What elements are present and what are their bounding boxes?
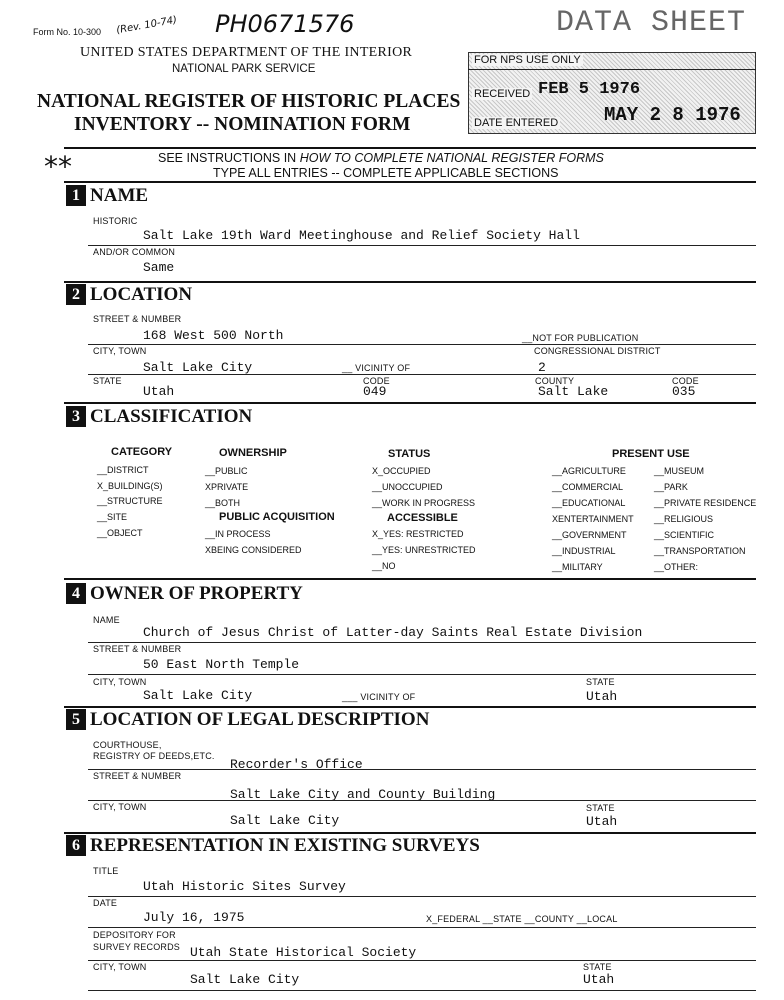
date-entered-stamp: MAY 2 8 1976 xyxy=(604,104,741,126)
owner-state-value: Utah xyxy=(586,689,618,704)
owner-street-value: 50 East North Temple xyxy=(143,657,300,672)
present-use-option: __SCIENTIFIC xyxy=(654,530,715,540)
data-sheet-stamp: DATA SHEET xyxy=(556,6,747,40)
acquisition-option: __IN PROCESS xyxy=(205,529,271,539)
depository-label-line-2: SURVEY RECORDS xyxy=(93,942,180,952)
accessible-option: X_YES: RESTRICTED xyxy=(372,529,464,539)
present-use-option: __TRANSPORTATION xyxy=(654,546,746,556)
ownership-header: OWNERSHIP xyxy=(219,447,287,459)
handwritten-reference-number: PH0671576 xyxy=(215,10,355,38)
county-code-value: 035 xyxy=(672,384,696,399)
rule xyxy=(88,800,756,801)
present-use-option: __RELIGIOUS xyxy=(654,514,714,524)
courthouse-label-line-2: REGISTRY OF DEEDS,ETC. xyxy=(93,751,215,761)
state-code-label: CODE xyxy=(363,376,390,386)
department-name: UNITED STATES DEPARTMENT OF THE INTERIOR xyxy=(80,45,413,60)
county-code-label: CODE xyxy=(672,376,699,386)
section-3-heading: 3 CLASSIFICATION xyxy=(66,406,252,428)
header-rule xyxy=(64,147,756,149)
common-name-value: Same xyxy=(143,260,175,275)
owner-name-value: Church of Jesus Christ of Latter-day Saints Real Estate Division xyxy=(143,625,643,640)
street-value: 168 West 500 North xyxy=(143,328,284,343)
present-use-option: __MUSEUM xyxy=(654,466,705,476)
section-rule xyxy=(64,832,756,834)
common-name-label: AND/OR COMMON xyxy=(93,247,176,257)
owner-state-label: STATE xyxy=(586,677,615,687)
legal-state-value: Utah xyxy=(586,814,618,829)
category-option: __SITE xyxy=(97,512,128,522)
rule xyxy=(88,245,756,246)
legal-city-label: CITY, TOWN xyxy=(93,802,147,812)
owner-vicinity-label: ___ VICINITY OF xyxy=(342,692,416,702)
rule xyxy=(88,896,756,897)
section-rule xyxy=(64,402,756,404)
rule xyxy=(88,990,756,991)
ownership-option: XPRIVATE xyxy=(205,482,249,492)
legal-state-label: STATE xyxy=(586,803,615,813)
category-option: X_BUILDING(S) xyxy=(97,481,163,491)
legal-street-label: STREET & NUMBER xyxy=(93,771,182,781)
form-revision: (Rev. 10-74) xyxy=(115,14,178,37)
status-option: X_OCCUPIED xyxy=(372,466,431,476)
received-date-stamp: FEB 5 1976 xyxy=(538,80,641,99)
survey-city-label: CITY, TOWN xyxy=(93,962,147,972)
date-entered-label: DATE ENTERED xyxy=(474,117,559,129)
congressional-district-label: CONGRESSIONAL DISTRICT xyxy=(534,346,661,356)
survey-title-value: Utah Historic Sites Survey xyxy=(143,879,346,894)
state-code-value: 049 xyxy=(363,384,387,399)
instructions-line-1: SEE INSTRUCTIONS IN HOW TO COMPLETE NATIONAL REGISTER FORMS xyxy=(158,151,604,165)
legal-street-value: Salt Lake City and County Building xyxy=(230,787,496,802)
section-1-heading: 1 NAME xyxy=(66,185,148,207)
present-use-option: __AGRICULTURE xyxy=(552,466,626,476)
acquisition-option: XBEING CONSIDERED xyxy=(205,545,302,555)
section-4-heading: 4 OWNER OF PROPERTY xyxy=(66,583,303,605)
courthouse-value: Recorder's Office xyxy=(230,757,363,772)
owner-city-value: Salt Lake City xyxy=(143,688,253,703)
survey-state-label: STATE xyxy=(583,962,612,972)
status-option: __UNOCCUPIED xyxy=(372,482,443,492)
form-number: Form No. 10-300 xyxy=(33,27,102,37)
instructions-rule xyxy=(64,181,756,183)
section-6-heading: 6 REPRESENTATION IN EXISTING SURVEYS xyxy=(66,835,480,857)
status-header: STATUS xyxy=(388,448,431,460)
present-use-option: XENTERTAINMENT xyxy=(552,514,634,524)
street-label: STREET & NUMBER xyxy=(93,314,182,324)
present-use-option: __GOVERNMENT xyxy=(552,530,627,540)
present-use-option: __MILITARY xyxy=(552,562,603,572)
historic-label: HISTORIC xyxy=(93,216,138,226)
owner-city-label: CITY, TOWN xyxy=(93,677,147,687)
not-for-publication: __NOT FOR PUBLICATION xyxy=(522,333,639,343)
city-label: CITY, TOWN xyxy=(93,346,147,356)
congressional-district-value: 2 xyxy=(538,360,546,375)
present-use-option: __PRIVATE RESIDENCE xyxy=(654,498,757,508)
instructions-line-2: TYPE ALL ENTRIES -- COMPLETE APPLICABLE SECTIONS xyxy=(213,166,559,180)
present-use-option: __OTHER: xyxy=(654,562,699,572)
legal-city-value: Salt Lake City xyxy=(230,813,340,828)
ownership-option: __PUBLIC xyxy=(205,466,248,476)
ownership-option: __BOTH xyxy=(205,498,241,508)
accessible-header: ACCESSIBLE xyxy=(387,512,458,524)
public-acquisition-header: PUBLIC ACQUISITION xyxy=(219,511,335,523)
owner-street-label: STREET & NUMBER xyxy=(93,644,182,654)
rule xyxy=(88,960,756,961)
present-use-option: __INDUSTRIAL xyxy=(552,546,616,556)
form-title-line-1: NATIONAL REGISTER OF HISTORIC PLACES xyxy=(37,91,461,112)
state-value: Utah xyxy=(143,384,175,399)
received-label: RECEIVED xyxy=(474,88,531,100)
courthouse-label-line-1: COURTHOUSE, xyxy=(93,740,162,750)
rule xyxy=(88,344,756,345)
survey-date-label: DATE xyxy=(93,898,118,908)
owner-name-label: NAME xyxy=(93,615,120,625)
depository-value: Utah State Historical Society xyxy=(190,945,417,960)
section-rule xyxy=(64,578,756,580)
accessible-option: __YES: UNRESTRICTED xyxy=(372,545,476,555)
city-value: Salt Lake City xyxy=(143,360,253,375)
service-name: NATIONAL PARK SERVICE xyxy=(172,63,316,75)
section-rule xyxy=(64,281,756,283)
survey-state-value: Utah xyxy=(583,972,615,987)
present-use-option: __EDUCATIONAL xyxy=(552,498,626,508)
handwritten-asterisks: ** xyxy=(44,150,72,183)
depository-label-line-1: DEPOSITORY FOR xyxy=(93,930,176,940)
status-option: __WORK IN PROGRESS xyxy=(372,498,476,508)
rule xyxy=(88,642,756,643)
vicinity-of-label: __ VICINITY OF xyxy=(342,363,411,373)
category-option: __DISTRICT xyxy=(97,465,149,475)
survey-city-value: Salt Lake City xyxy=(190,972,300,987)
county-value: Salt Lake xyxy=(538,384,609,399)
present-use-option: __PARK xyxy=(654,482,688,492)
present-use-option: __COMMERCIAL xyxy=(552,482,624,492)
section-5-heading: 5 LOCATION OF LEGAL DESCRIPTION xyxy=(66,709,429,731)
nps-divider xyxy=(468,69,756,70)
accessible-option: __NO xyxy=(372,561,396,571)
survey-date-value: July 16, 1975 xyxy=(143,910,245,925)
rule xyxy=(88,374,756,375)
category-header: CATEGORY xyxy=(111,446,173,458)
state-label: STATE xyxy=(93,376,122,386)
historic-name-value: Salt Lake 19th Ward Meetinghouse and Relief Society Hall xyxy=(143,228,580,243)
nps-use-label: FOR NPS USE ONLY xyxy=(474,54,581,66)
rule xyxy=(88,927,756,928)
rule xyxy=(88,674,756,675)
section-2-heading: 2 LOCATION xyxy=(66,284,192,306)
rule xyxy=(88,769,756,770)
survey-level-options: X_FEDERAL __STATE __COUNTY __LOCAL xyxy=(426,914,618,924)
present-use-header: PRESENT USE xyxy=(612,448,690,460)
survey-title-label: TITLE xyxy=(93,866,119,876)
section-rule xyxy=(64,706,756,708)
form-title-line-2: INVENTORY -- NOMINATION FORM xyxy=(74,114,411,135)
county-label: COUNTY xyxy=(535,376,575,386)
category-option: __STRUCTURE xyxy=(97,496,163,506)
category-option: __OBJECT xyxy=(97,528,143,538)
